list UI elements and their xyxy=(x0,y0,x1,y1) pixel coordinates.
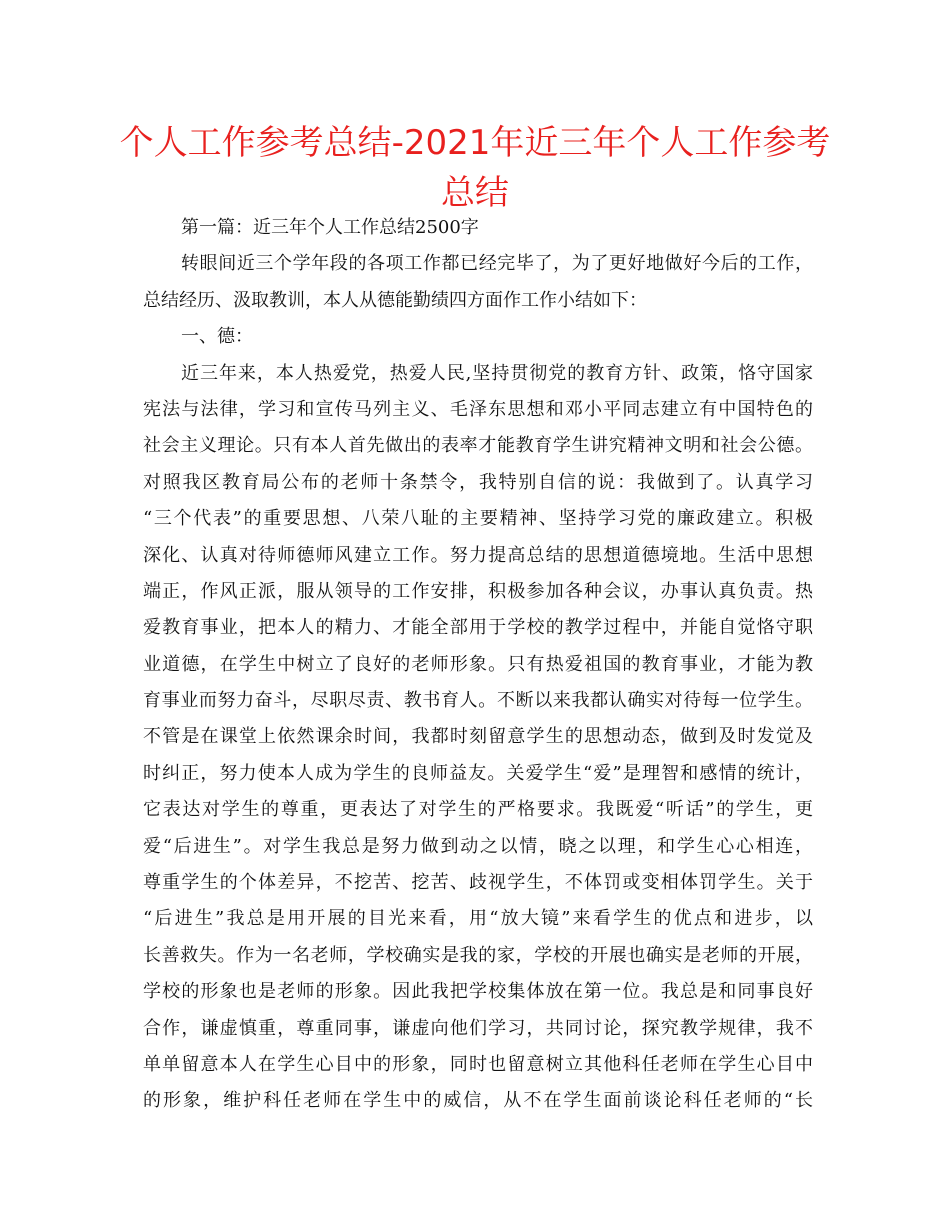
paragraph-line: 深化、认真对待师德师风建立工作。努力提高总结的思想道德境地。生活中思想 xyxy=(143,544,813,566)
paragraph-line: 单单留意本人在学生心目中的形象，同时也留意树立其他科任老师在学生心目中 xyxy=(143,1053,813,1075)
title-line-2: 总结 xyxy=(441,173,509,213)
paragraph-line: 宪法与法律，学习和宣传马列主义、毛泽东思想和邓小平同志建立有中国特色的 xyxy=(143,398,813,420)
paragraph-line: 它表达对学生的尊重，更表达了对学生的严格要求。我既爱“听话”的学生，更 xyxy=(143,799,813,821)
paragraph-line: 育事业而努力奋斗，尽职尽责、教书育人。不断以来我都认确实对待每一位学生。 xyxy=(143,690,813,712)
paragraph-line: 爱教育事业，把本人的精力、才能全部用于学校的教学过程中，并能自觉恪守职 xyxy=(143,617,813,639)
paragraph-line: 时纠正，努力使本人成为学生的良师益友。关爱学生“爱”是理智和感情的统计， xyxy=(143,762,813,784)
paragraph-line: 尊重学生的个体差异，不挖苦、挖苦、歧视学生，不体罚或变相体罚学生。关于 xyxy=(143,872,813,894)
paragraph-line: 爱“后进生”。对学生我总是努力做到动之以情，晓之以理，和学生心心相连， xyxy=(143,835,813,857)
paragraph-line: 不管是在课堂上依然课余时间，我都时刻留意学生的思想动态，做到及时发觉及 xyxy=(143,726,813,748)
paragraph-line: 社会主义理论。只有本人首先做出的表率才能教育学生讲究精神文明和社会公德。 xyxy=(143,435,813,457)
paragraph-line: “三个代表”的重要思想、八荣八耻的主要精神、坚持学习党的廉政建立。积极 xyxy=(143,508,813,530)
paragraph-line: 学校的形象也是老师的形象。因此我把学校集体放在第一位。我总是和同事良好 xyxy=(143,981,813,1003)
paragraph-line: 近三年来，本人热爱党，热爱人民,坚持贯彻党的教育方针、政策，恪守国家 xyxy=(181,362,813,384)
section-heading-de: 一、德： xyxy=(181,326,253,348)
paragraph-line: 合作，谦虚慎重，尊重同事，谦虚向他们学习，共同讨论，探究教学规律，我不 xyxy=(143,1017,813,1039)
paragraph-line: 业道德，在学生中树立了良好的老师形象。只有热爱祖国的教育事业，才能为教 xyxy=(143,653,813,675)
paragraph-line: 的形象，维护科任老师在学生中的威信，从不在学生面前谈论科任老师的“长 xyxy=(143,1090,813,1112)
paragraph-line: 端正，作风正派，服从领导的工作安排，积极参加各种会议，办事认真负责。热 xyxy=(143,580,813,602)
paragraph-line: “后进生”我总是用开展的目光来看，用“放大镜”来看学生的优点和进步，以 xyxy=(143,908,813,930)
document-body xyxy=(143,210,813,1120)
paragraph-line: 转眼间近三个学年段的各项工作都已经完毕了，为了更好地做好今后的工作， xyxy=(181,253,813,275)
paragraph-line: 总结经历、汲取教训，本人从德能勤绩四方面作工作小结如下： xyxy=(143,289,647,311)
section-heading-first: 第一篇：近三年个人工作总结2500字 xyxy=(181,217,479,238)
paragraph-line: 长善救失。作为一名老师，学校确实是我的家，学校的开展也确实是老师的开展， xyxy=(143,944,813,966)
title-line-1: 个人工作参考总结-2021年近三年个人工作参考 xyxy=(119,123,831,163)
document-title xyxy=(100,118,850,218)
paragraph-line: 对照我区教育局公布的老师十条禁令，我特别自信的说：我做到了。认真学习 xyxy=(143,471,813,493)
